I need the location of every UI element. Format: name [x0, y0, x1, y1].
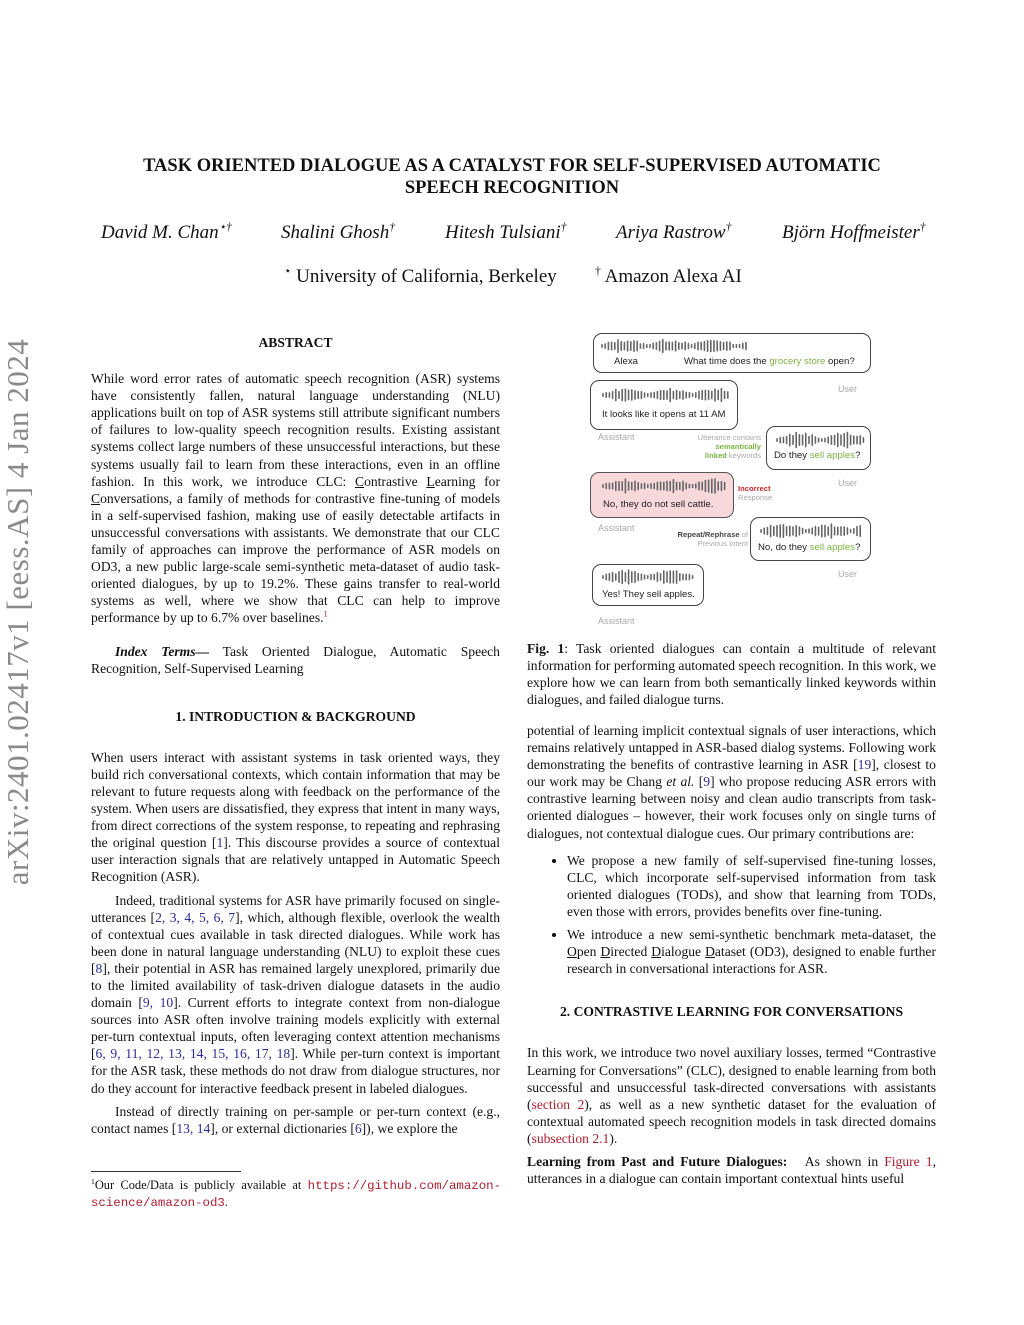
figure-link[interactable]: Figure 1: [884, 1153, 933, 1169]
footnote-ref[interactable]: 1: [323, 608, 328, 619]
annotation-repeat-rephrase: Repeat/Rephrase of Previous Intent: [677, 530, 748, 548]
dialogue-bubble-user: Do they sell apples?: [766, 426, 871, 470]
waveform-icon: [775, 431, 865, 449]
affiliation: ⋆ University of California, Berkeley: [284, 264, 557, 287]
citation-link[interactable]: 8: [95, 960, 103, 976]
section-1-heading: 1. INTRODUCTION & BACKGROUND: [175, 708, 416, 724]
index-terms: Index Terms— Task Oriented Dialogue, Automatic Speech Recognition, Self-Supervised Learning: [91, 643, 500, 676]
section-2-heading: 2. CONTRASTIVE LEARNING FOR CONVERSATIONS: [559, 1004, 904, 1020]
citation-link[interactable]: 1: [216, 835, 224, 851]
figure-1-dialogue: [586, 330, 878, 630]
speaker-label: User: [838, 384, 858, 394]
section-link[interactable]: subsection 2.1: [531, 1130, 610, 1146]
annotation-semantic-keywords: Utterance contains semantically linked keywords: [697, 433, 761, 460]
dialogue-bubble-assistant: Yes! They sell apples.: [592, 564, 704, 606]
list-item: • We introduce a new semi-synthetic benchmark meta-dataset, the Open Directed Dialogue Dataset (OD3), designed to enable further research in conversational interactions for ASR.: [567, 926, 936, 977]
figure-1-caption: Fig. 1: Task oriented dialogues can contain a multitude of relevant information for performing automated speech recognition. In this work, we explore how we can learn from both semantically linked keywords within dialogues, and failed dialogue turns.: [527, 641, 936, 708]
citation-link[interactable]: 9, 10: [142, 995, 174, 1011]
speaker-label: User: [838, 478, 858, 488]
dialogue-bubble-assistant-error: No, they do not sell cattle.: [590, 472, 734, 518]
footnote-rule: [91, 1171, 241, 1172]
citation-link[interactable]: 19: [857, 757, 872, 773]
left-column: [91, 334, 500, 1137]
annotation-incorrect-response: Incorrect Response: [738, 484, 773, 502]
section-link[interactable]: section 2: [531, 1096, 585, 1112]
waveform-icon: [601, 387, 731, 403]
citation-link[interactable]: 6: [354, 1120, 362, 1136]
intro-paragraph-3: Instead of directly training on per-sample or per-turn context (e.g., contact names [13, 14], or external dictionaries [6]), we explore the: [91, 1103, 500, 1136]
speaker-label: Assistant: [598, 523, 635, 533]
paper-title: [100, 155, 924, 199]
list-item: • We propose a new family of self-supervised fine-tuning losses, CLC, which incorporate self-supervised information from task oriented dialogues (TODs), and show that learning from TODs, even those with errors, provides benefits over fine-tuning.: [567, 852, 936, 920]
citation-link[interactable]: 2, 3, 4, 5, 6, 7: [155, 909, 236, 925]
citation-link[interactable]: 9: [703, 774, 711, 790]
speaker-label: Assistant: [598, 616, 635, 626]
speaker-label: Assistant: [598, 432, 635, 442]
author: David M. Chan⋆†: [101, 220, 232, 243]
speaker-label: User: [838, 569, 858, 579]
dialogue-bubble-user: Alexa What time does the grocery store open?: [593, 333, 871, 373]
section-2-paragraph-2: Learning from Past and Future Dialogues: As shown in Figure 1, utterances in a dialogue can contain important contextual hints useful: [527, 1153, 936, 1187]
code-url-link[interactable]: https://github.com/amazon-science/amazon-od3: [91, 1179, 501, 1210]
citation-link[interactable]: 13, 14: [176, 1120, 211, 1136]
abstract-heading: ABSTRACT: [258, 335, 333, 350]
dialogue-bubble-assistant: It looks like it opens at 11 AM: [590, 380, 738, 430]
intro-paragraph-4: potential of learning implicit contextual signals of user interactions, which remains relatively untapped in ASR-based dialog systems. Following work demonstrating the benefits of contrastive learning in ASR [19], closest to our work may be Chang et al. [9] who propose reducing ASR errors with contrastive learning between noisy and clean audio transcripts from task-oriented dialogues – however, their work focuses only on single turns of dialogues, not contextual dialogue cues. Our primary contributions are:: [527, 723, 936, 841]
footnote: $^1$Our Code/Data is publicly available at https://github.com/amazon-science/amazon-od3.: [91, 1176, 501, 1210]
intro-paragraph-1: When users interact with assistant systems in task oriented ways, they build rich conversational contexts, which contain information that may be relevant to future requests along with feedback on the performance of the system. When users are dissatisfied, they express that intent in many ways, from direct corrections of the system response, to repeating and rephrasing the original question [1]. This discourse provides a source of contextual user interaction signals that are relatively untapped in Automatic Speech Recognition (ASR).: [91, 749, 500, 885]
section-2-paragraph-1: In this work, we introduce two novel auxiliary losses, termed “Contrastive Learning for Conversations” (CLC), designed to enable learning from both successful and unsuccessful task-directed conversations with assistants (section 2), as well as a new synthetic dataset for the evaluation of contextual automated speech recognition models in task directed domains (subsection 2.1).: [527, 1045, 936, 1146]
author: Hitesh Tulsiani†: [445, 220, 567, 243]
affiliation: † Amazon Alexa AI: [595, 264, 742, 287]
abstract-text: While word error rates of automatic speech recognition (ASR) systems have consistently fallen, natural language understanding (NLU) applications built on top of ASR systems still attribute significant numbers of failures to low-quality speech recognition results. Existing assistant systems collect large numbers of these unsuccessful interactions, but these systems usually fail to learn from these interactions, even in an offline fashion. In this work, we introduce CLC: Contrastive Learning for Conversations, a family of methods for contrastive fine-tuning of models in a self-supervised fashion, making use of easily detectable artifacts in unsuccessful conversations with assistants. We demonstrate that our CLC family of approaches can improve the performance of ASR models on OD3, a new public large-scale semi-synthetic meta-dataset of audio task-oriented dialogues, by up to 19.2%. These gains transfer to real-world systems as well, where we show that CLC can help to improve performance by up to 6.7% over baselines.$^1$: [91, 371, 500, 626]
author: Ariya Rastrow†: [616, 220, 732, 243]
right-column: [527, 722, 936, 1187]
arxiv-identifier: arXiv:2401.02417v1 [eess.AS] 4 Jan 2024: [0, 338, 35, 886]
dialogue-bubble-user: No, do they sell apples?: [750, 517, 871, 561]
intro-paragraph-2: Indeed, traditional systems for ASR have primarily focused on single-utterances [2, 3, 4, 5, 6, 7], which, although flexible, overlook the wealth of contextual cues available in task directed dialogues. While work has been done in natural language understanding (NLU) to exploit these cues [8], their potential in ASR has remained largely unexplored, primarily due to the limited availability of task-driven dialogue datasets in the audio domain [9, 10]. Current efforts to integrate context from non-dialogue sources into ASR often involve training models explicitly with external per-turn contextual inputs, often leveraging context attention mechanisms [6, 9, 11, 12, 13, 14, 15, 16, 17, 18]. While per-turn context is important for the ASR task, these methods do not draw from dialogue structures, nor do they account for interactive feedback present in labeled dialogues.: [91, 892, 501, 1096]
waveform-icon: [601, 478, 727, 494]
waveform-icon: [601, 569, 696, 585]
citation-link[interactable]: 6, 9, 11, 12, 13, 14, 15, 16, 17, 18: [95, 1046, 291, 1062]
waveform-icon: [759, 522, 863, 540]
title-line-1: TASK ORIENTED DIALOGUE AS A CATALYST FOR SELF-SUPERVISED AUTOMATIC: [143, 156, 881, 176]
author: Björn Hoffmeister†: [782, 220, 926, 243]
contributions-list: [527, 852, 936, 978]
title-line-2: SPEECH RECOGNITION: [404, 178, 620, 198]
author: Shalini Ghosh†: [281, 220, 396, 243]
waveform-icon: [600, 338, 750, 354]
